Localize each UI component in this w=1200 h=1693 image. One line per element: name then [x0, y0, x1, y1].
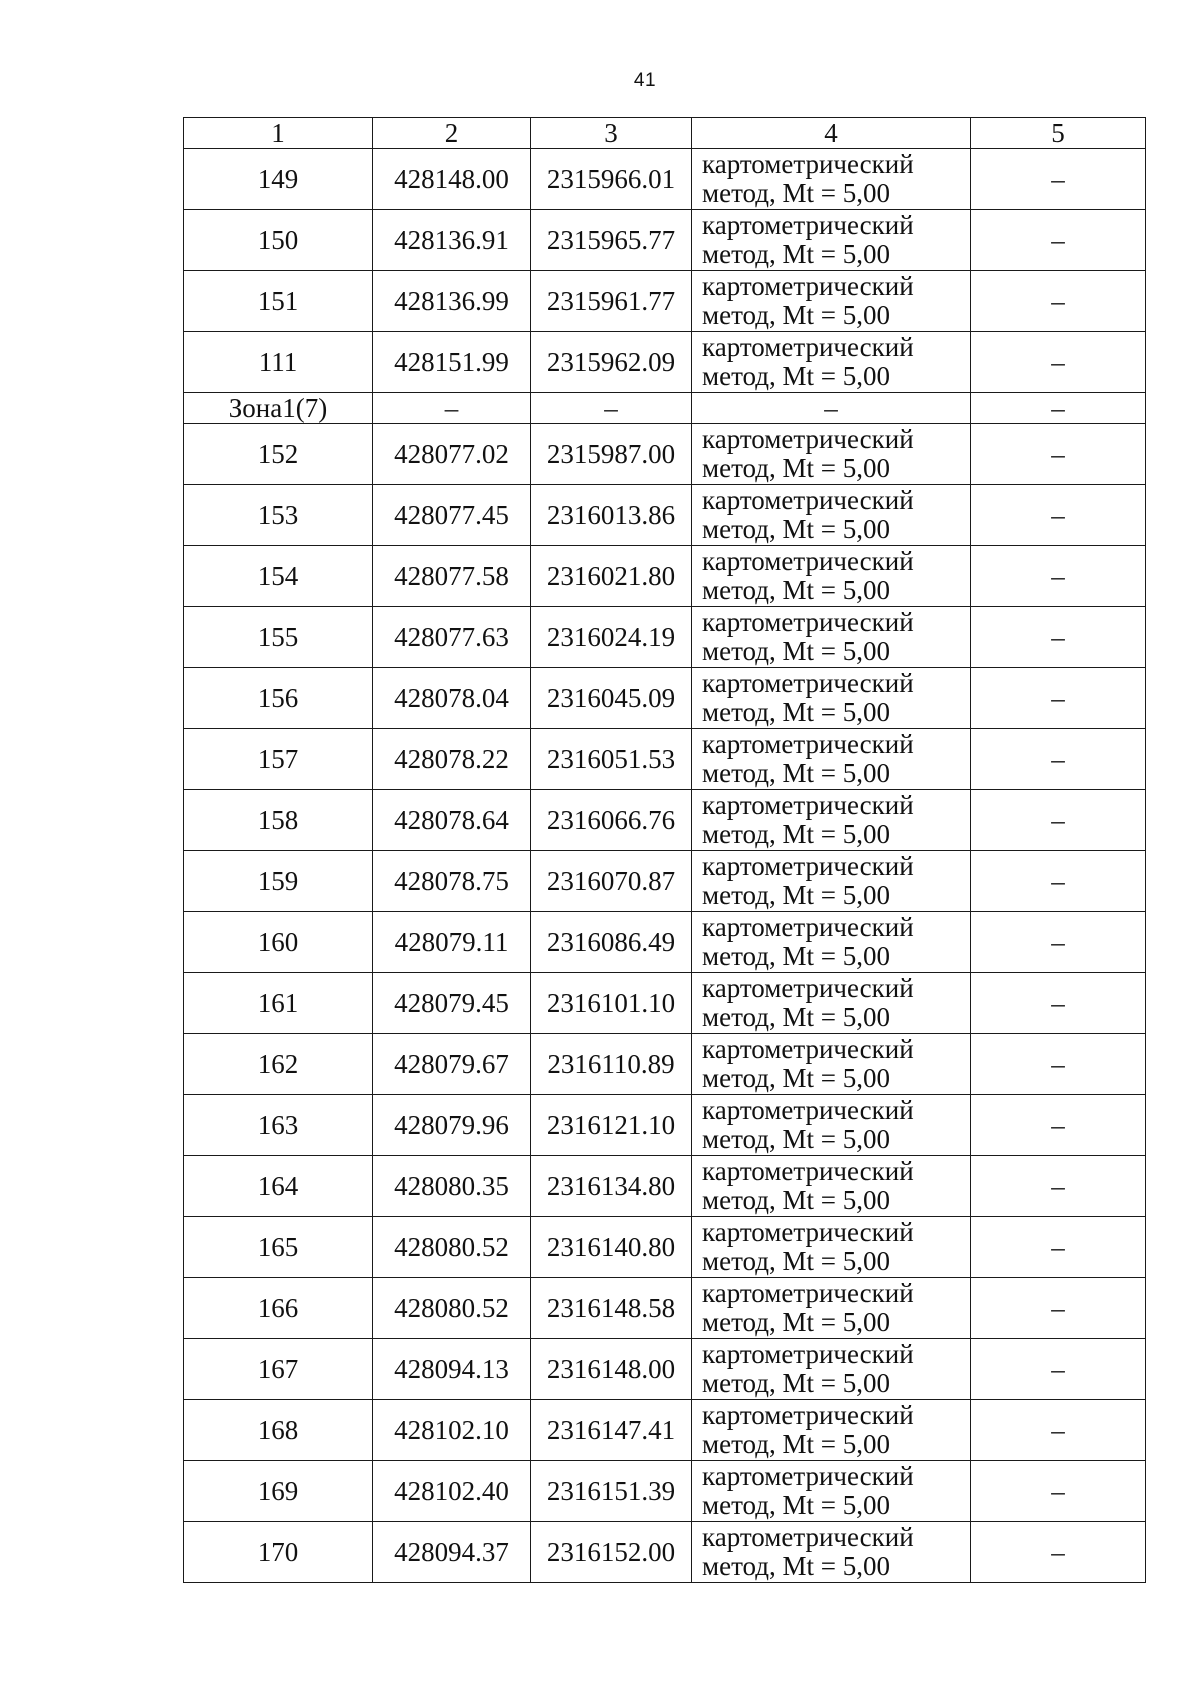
page-number: 41 — [633, 70, 657, 91]
cell-note: – — [971, 210, 1146, 271]
cell-y: 2315961.77 — [531, 271, 692, 332]
cell-method — [692, 1400, 971, 1461]
cell-y: 2316140.80 — [531, 1217, 692, 1278]
cell-y: 2315987.00 — [531, 424, 692, 485]
table-row — [184, 729, 1146, 790]
method-line-2: метод, Mt = 5,00 — [702, 880, 890, 910]
cell-point: 163 — [184, 1095, 373, 1156]
table-row — [184, 912, 1146, 973]
cell-method — [692, 607, 971, 668]
cell-y: 2315962.09 — [531, 332, 692, 393]
cell-method — [692, 149, 971, 210]
method-line-2: метод, Mt = 5,00 — [702, 1368, 890, 1398]
table-row — [184, 485, 1146, 546]
cell-method — [692, 1156, 971, 1217]
cell-note: – — [971, 271, 1146, 332]
cell-y: 2316148.58 — [531, 1278, 692, 1339]
cell-point: 157 — [184, 729, 373, 790]
method-line-1: картометрический — [702, 1034, 914, 1064]
cell-x: 428079.45 — [373, 973, 531, 1034]
method-line-2: метод, Mt = 5,00 — [702, 361, 890, 391]
cell-note: – — [971, 912, 1146, 973]
cell-note: – — [971, 1278, 1146, 1339]
cell-method — [692, 851, 971, 912]
table-row — [184, 546, 1146, 607]
cell-x: 428078.04 — [373, 668, 531, 729]
header-cell-note: 5 — [971, 118, 1146, 149]
cell-y: 2316051.53 — [531, 729, 692, 790]
cell-method — [692, 332, 971, 393]
cell-note: – — [971, 607, 1146, 668]
cell-method — [692, 424, 971, 485]
cell-point: 161 — [184, 973, 373, 1034]
cell-x: 428078.64 — [373, 790, 531, 851]
cell-y: 2316152.00 — [531, 1522, 692, 1583]
cell-note: – — [971, 393, 1146, 424]
cell-x: 428148.00 — [373, 149, 531, 210]
method-line-2: метод, Mt = 5,00 — [702, 239, 890, 269]
method-line-2: метод, Mt = 5,00 — [702, 300, 890, 330]
cell-y: 2316151.39 — [531, 1461, 692, 1522]
cell-method — [692, 1217, 971, 1278]
method-line-1: картометрический — [702, 210, 914, 240]
cell-x: 428077.63 — [373, 607, 531, 668]
cell-note: – — [971, 546, 1146, 607]
method-line-1: картометрический — [702, 1217, 914, 1247]
cell-x: 428151.99 — [373, 332, 531, 393]
cell-method — [692, 271, 971, 332]
cell-x: 428079.96 — [373, 1095, 531, 1156]
cell-note: – — [971, 1461, 1146, 1522]
cell-x: 428094.37 — [373, 1522, 531, 1583]
method-line-2: метод, Mt = 5,00 — [702, 819, 890, 849]
cell-note: – — [971, 1400, 1146, 1461]
cell-x: 428078.75 — [373, 851, 531, 912]
cell-point: 168 — [184, 1400, 373, 1461]
header-cell-y: 3 — [531, 118, 692, 149]
cell-method — [692, 546, 971, 607]
cell-note: – — [971, 1339, 1146, 1400]
method-line-1: картометрический — [702, 424, 914, 454]
cell-y: 2316086.49 — [531, 912, 692, 973]
cell-x: 428079.11 — [373, 912, 531, 973]
method-line-1: картометрический — [702, 485, 914, 515]
method-line-1: картометрический — [702, 973, 914, 1003]
method-line-1: картометрический — [702, 790, 914, 820]
method-line-1: картометрический — [702, 271, 914, 301]
cell-method — [692, 912, 971, 973]
cell-method — [692, 1034, 971, 1095]
cell-point: 159 — [184, 851, 373, 912]
method-line-2: метод, Mt = 5,00 — [702, 575, 890, 605]
cell-point: 154 — [184, 546, 373, 607]
cell-note: – — [971, 1522, 1146, 1583]
method-line-2: метод, Mt = 5,00 — [702, 1124, 890, 1154]
method-line-1: картометрический — [702, 607, 914, 637]
header-cell-point: 1 — [184, 118, 373, 149]
cell-note: – — [971, 1034, 1146, 1095]
method-line-2: метод, Mt = 5,00 — [702, 697, 890, 727]
cell-y: 2316024.19 — [531, 607, 692, 668]
method-line-1: картометрический — [702, 1522, 914, 1552]
cell-y: 2316147.41 — [531, 1400, 692, 1461]
method-line-2: метод, Mt = 5,00 — [702, 1490, 890, 1520]
cell-point: 150 — [184, 210, 373, 271]
cell-note: – — [971, 485, 1146, 546]
table-row — [184, 607, 1146, 668]
method-line-2: метод, Mt = 5,00 — [702, 178, 890, 208]
cell-method — [692, 1461, 971, 1522]
method-line-2: метод, Mt = 5,00 — [702, 1429, 890, 1459]
cell-point: 158 — [184, 790, 373, 851]
cell-point: 167 — [184, 1339, 373, 1400]
cell-note: – — [971, 424, 1146, 485]
cell-x: 428136.91 — [373, 210, 531, 271]
cell-method — [692, 1095, 971, 1156]
cell-method: – — [692, 393, 971, 424]
cell-y: 2316066.76 — [531, 790, 692, 851]
method-line-2: метод, Mt = 5,00 — [702, 1307, 890, 1337]
coordinates-table — [183, 117, 1146, 1583]
table-row — [184, 1461, 1146, 1522]
cell-x: 428079.67 — [373, 1034, 531, 1095]
method-line-2: метод, Mt = 5,00 — [702, 1246, 890, 1276]
method-line-1: картометрический — [702, 546, 914, 576]
cell-point: 166 — [184, 1278, 373, 1339]
cell-x: 428094.13 — [373, 1339, 531, 1400]
cell-note: – — [971, 973, 1146, 1034]
cell-y: – — [531, 393, 692, 424]
header-cell-x: 2 — [373, 118, 531, 149]
table-row — [184, 1034, 1146, 1095]
cell-method — [692, 1278, 971, 1339]
cell-y: 2316045.09 — [531, 668, 692, 729]
method-line-1: картометрический — [702, 1095, 914, 1125]
table-header-row — [184, 118, 1146, 149]
method-line-1: картометрический — [702, 1461, 914, 1491]
cell-x: 428078.22 — [373, 729, 531, 790]
cell-note: – — [971, 790, 1146, 851]
cell-x: 428102.40 — [373, 1461, 531, 1522]
cell-y: 2316101.10 — [531, 973, 692, 1034]
table-row — [184, 790, 1146, 851]
cell-point: 149 — [184, 149, 373, 210]
method-line-1: картометрический — [702, 1156, 914, 1186]
cell-note: – — [971, 149, 1146, 210]
cell-y: 2316148.00 — [531, 1339, 692, 1400]
method-line-1: картометрический — [702, 912, 914, 942]
cell-note: – — [971, 1156, 1146, 1217]
cell-method — [692, 790, 971, 851]
method-line-2: метод, Mt = 5,00 — [702, 1185, 890, 1215]
cell-point: 111 — [184, 332, 373, 393]
table-row — [184, 668, 1146, 729]
method-line-2: метод, Mt = 5,00 — [702, 514, 890, 544]
cell-point: 160 — [184, 912, 373, 973]
cell-note: – — [971, 729, 1146, 790]
cell-point: 164 — [184, 1156, 373, 1217]
cell-point: Зона1(7) — [184, 393, 373, 424]
cell-y: 2316134.80 — [531, 1156, 692, 1217]
method-line-1: картометрический — [702, 729, 914, 759]
method-line-1: картометрический — [702, 1339, 914, 1369]
header-cell-method: 4 — [692, 118, 971, 149]
method-line-2: метод, Mt = 5,00 — [702, 453, 890, 483]
method-line-1: картометрический — [702, 851, 914, 881]
table-row — [184, 973, 1146, 1034]
cell-note: – — [971, 851, 1146, 912]
method-line-2: метод, Mt = 5,00 — [702, 758, 890, 788]
cell-y: 2316070.87 — [531, 851, 692, 912]
cell-x: 428077.58 — [373, 546, 531, 607]
cell-method — [692, 668, 971, 729]
table-row — [184, 851, 1146, 912]
cell-point: 151 — [184, 271, 373, 332]
method-line-1: картометрический — [702, 149, 914, 179]
cell-point: 162 — [184, 1034, 373, 1095]
cell-point: 165 — [184, 1217, 373, 1278]
cell-method — [692, 1522, 971, 1583]
method-line-1: картометрический — [702, 1400, 914, 1430]
cell-note: – — [971, 668, 1146, 729]
method-line-2: метод, Mt = 5,00 — [702, 941, 890, 971]
cell-x: 428102.10 — [373, 1400, 531, 1461]
method-line-1: картометрический — [702, 332, 914, 362]
cell-x: 428080.35 — [373, 1156, 531, 1217]
cell-method — [692, 485, 971, 546]
cell-point: 170 — [184, 1522, 373, 1583]
cell-y: 2316021.80 — [531, 546, 692, 607]
zone-row — [184, 393, 1146, 424]
method-line-2: метод, Mt = 5,00 — [702, 636, 890, 666]
cell-point: 169 — [184, 1461, 373, 1522]
cell-y: 2315965.77 — [531, 210, 692, 271]
table-row — [184, 271, 1146, 332]
cell-point: 152 — [184, 424, 373, 485]
table-row — [184, 210, 1146, 271]
cell-x: 428080.52 — [373, 1278, 531, 1339]
table-row — [184, 332, 1146, 393]
cell-y: 2316013.86 — [531, 485, 692, 546]
cell-x: 428077.45 — [373, 485, 531, 546]
method-line-2: метод, Mt = 5,00 — [702, 1551, 890, 1581]
cell-method — [692, 729, 971, 790]
table-row — [184, 149, 1146, 210]
cell-note: – — [971, 1217, 1146, 1278]
cell-x: 428136.99 — [373, 271, 531, 332]
cell-y: 2316121.10 — [531, 1095, 692, 1156]
table-row — [184, 424, 1146, 485]
table-row — [184, 1339, 1146, 1400]
cell-method — [692, 210, 971, 271]
cell-method — [692, 1339, 971, 1400]
table-row — [184, 1278, 1146, 1339]
cell-x: – — [373, 393, 531, 424]
cell-method — [692, 973, 971, 1034]
method-line-2: метод, Mt = 5,00 — [702, 1063, 890, 1093]
table-row — [184, 1217, 1146, 1278]
coordinates-table-body — [184, 118, 1146, 1583]
cell-x: 428077.02 — [373, 424, 531, 485]
method-line-1: картометрический — [702, 668, 914, 698]
table-row — [184, 1095, 1146, 1156]
table-row — [184, 1522, 1146, 1583]
cell-note: – — [971, 1095, 1146, 1156]
cell-point: 153 — [184, 485, 373, 546]
method-line-1: картометрический — [702, 1278, 914, 1308]
cell-x: 428080.52 — [373, 1217, 531, 1278]
cell-note: – — [971, 332, 1146, 393]
method-line-2: метод, Mt = 5,00 — [702, 1002, 890, 1032]
table-row — [184, 1400, 1146, 1461]
cell-point: 155 — [184, 607, 373, 668]
cell-point: 156 — [184, 668, 373, 729]
cell-y: 2315966.01 — [531, 149, 692, 210]
table-row — [184, 1156, 1146, 1217]
cell-y: 2316110.89 — [531, 1034, 692, 1095]
